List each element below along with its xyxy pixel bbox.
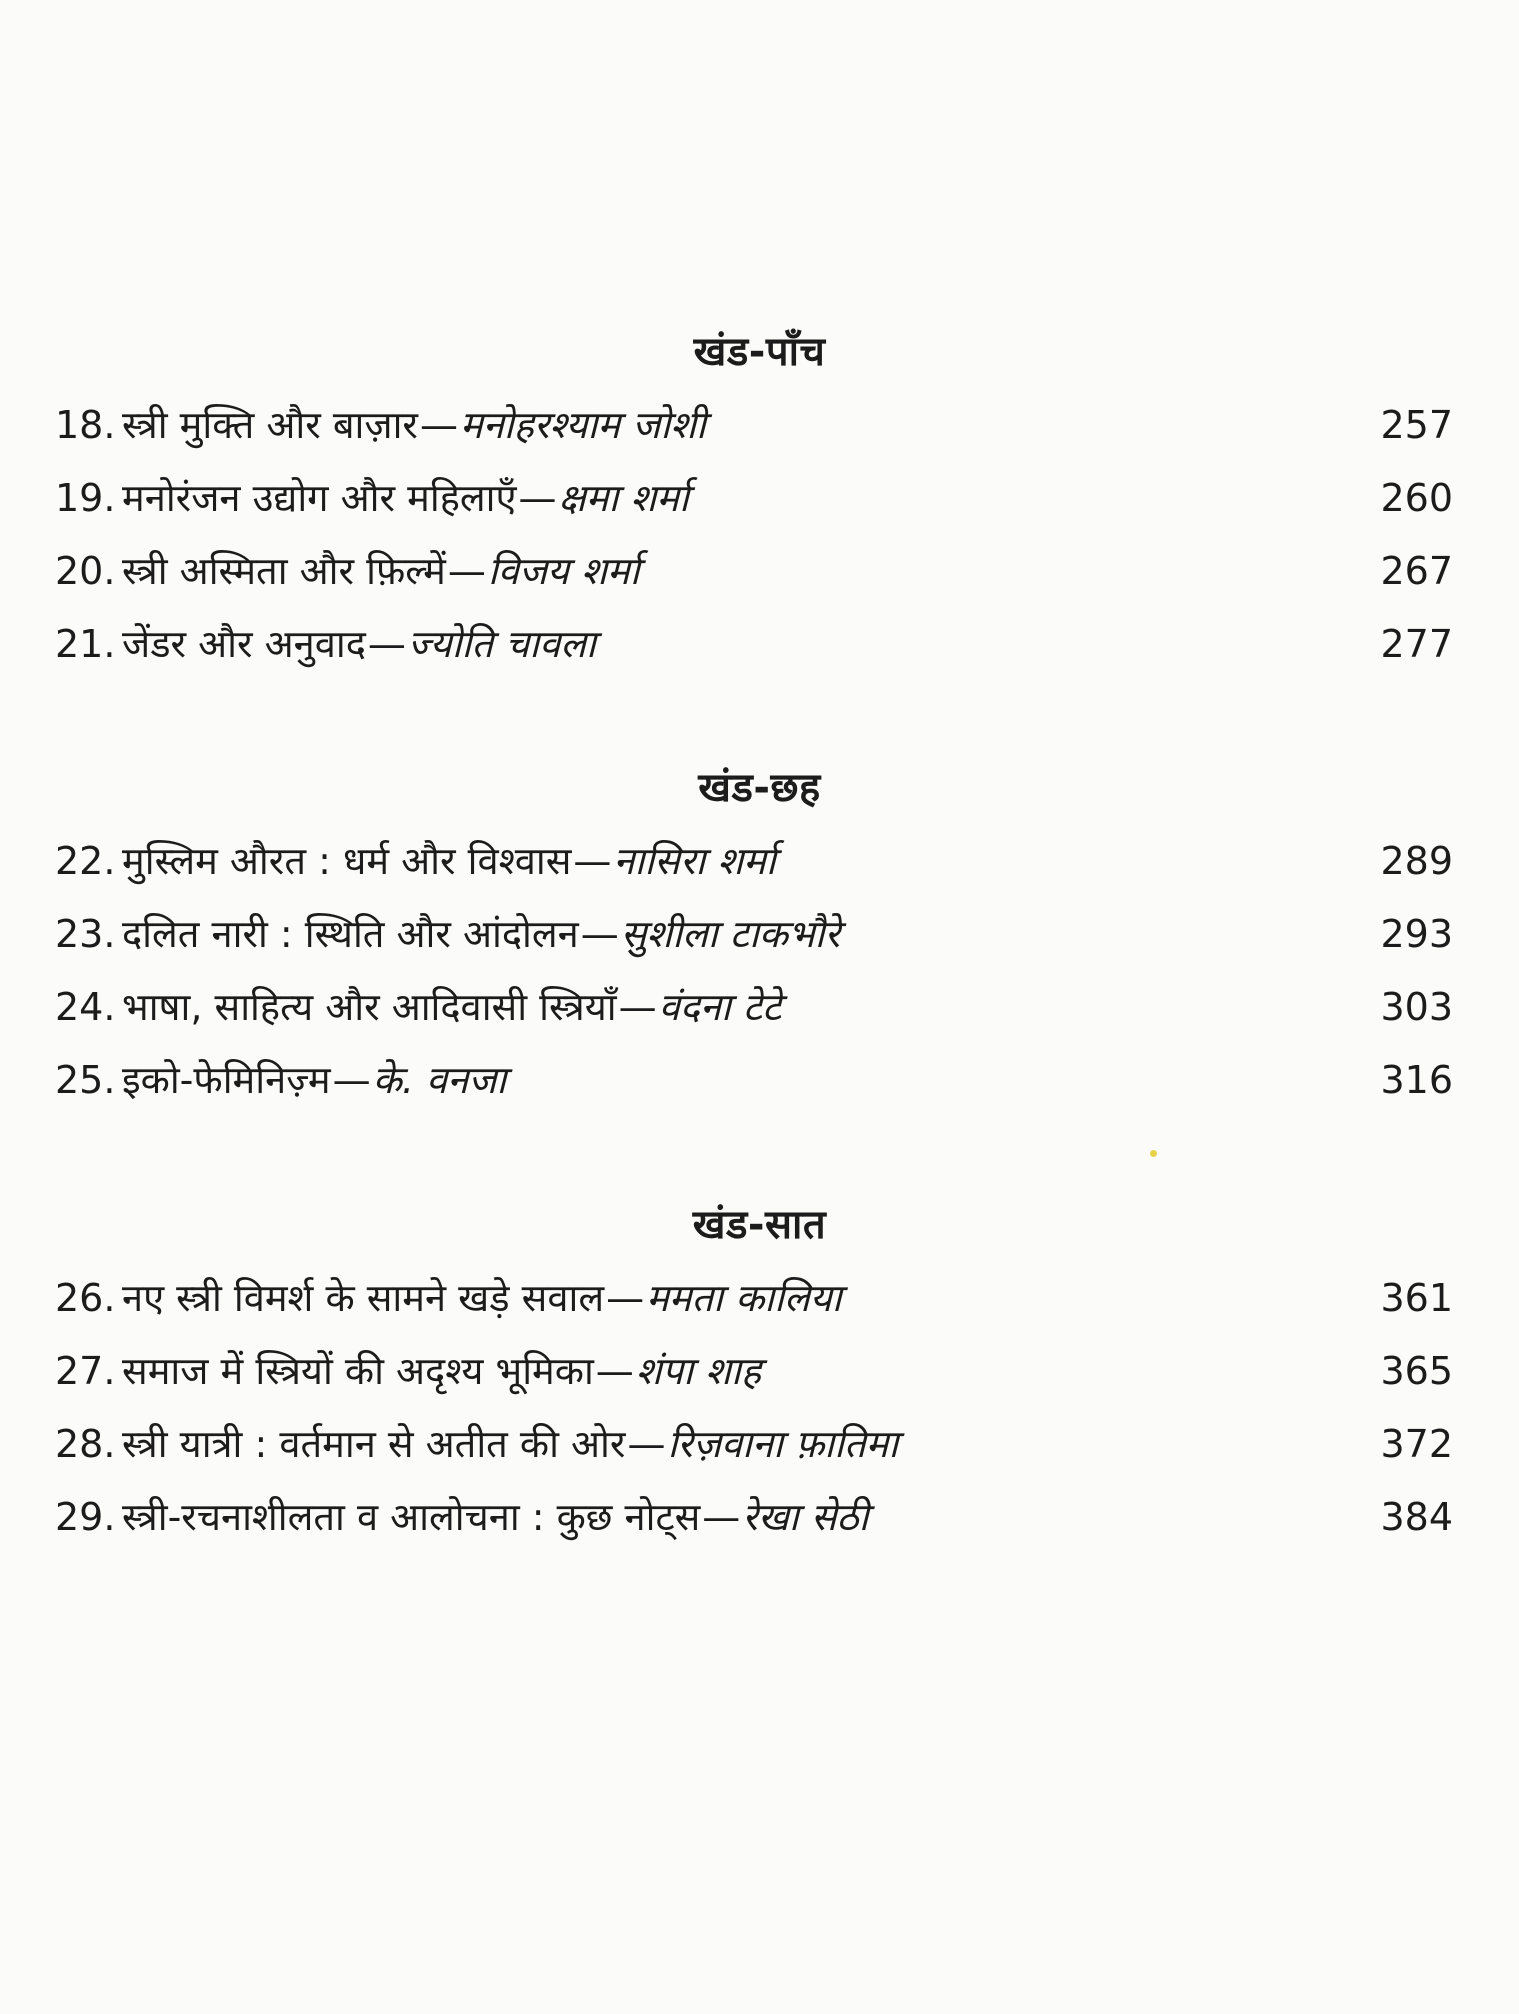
entry-author: वंदना टेटे [658, 985, 782, 1029]
entry-page: 365 [1380, 1349, 1453, 1393]
entry-dash: — [580, 912, 619, 956]
entry-number: 26. [55, 1276, 116, 1320]
entry-text [122, 1481, 868, 1554]
entry-dash: — [618, 985, 657, 1029]
entry-dash: — [573, 839, 612, 883]
entry-title: इको-फेमिनिज़्म [122, 1058, 331, 1102]
entry-text [122, 1408, 898, 1481]
entry-author: मनोहरश्याम जोशी [459, 403, 706, 447]
entry-author: ज्योति चावला [407, 622, 596, 666]
entry-page: 303 [1380, 985, 1453, 1029]
entry-page: 277 [1380, 622, 1453, 666]
entry-page: 293 [1380, 912, 1453, 956]
entry-title: मुस्लिम औरत : धर्म और विश्वास [122, 839, 572, 883]
entry-dash: — [518, 476, 557, 520]
entry-author: विजय शर्मा [487, 549, 640, 593]
entry-number: 24. [55, 985, 116, 1029]
entry-text [122, 1262, 842, 1335]
toc-entry [0, 1044, 1519, 1117]
entry-dash: — [367, 622, 406, 666]
section-five [0, 327, 1519, 681]
toc-entry [0, 825, 1519, 898]
section-heading: खंड-छह [698, 765, 821, 811]
toc-entry [0, 608, 1519, 681]
entry-title: मनोरंजन उद्योग और महिलाएँ [122, 476, 517, 520]
entry-author: के. वनजा [372, 1058, 507, 1102]
entry-page: 267 [1380, 549, 1453, 593]
entry-author: रेखा सेठी [742, 1495, 869, 1539]
entry-page: 260 [1380, 476, 1453, 520]
entry-number: 18. [55, 403, 116, 447]
entry-number: 23. [55, 912, 116, 956]
entry-text [122, 825, 776, 898]
entry-text [122, 898, 840, 971]
entry-number: 25. [55, 1058, 116, 1102]
entry-text [122, 971, 781, 1044]
entry-title: नए स्त्री विमर्श के सामने खड़े सवाल [122, 1276, 605, 1320]
entry-author: सुशीला टाकभौरे [620, 912, 841, 956]
entry-author: नासिरा शर्मा [613, 839, 776, 883]
toc-entry [0, 971, 1519, 1044]
entry-title: जेंडर और अनुवाद [122, 622, 366, 666]
entry-page: 289 [1380, 839, 1453, 883]
entry-page: 361 [1380, 1276, 1453, 1320]
entry-text [122, 535, 640, 608]
entry-page: 384 [1380, 1495, 1453, 1539]
entry-text [122, 608, 596, 681]
entry-number: 19. [55, 476, 116, 520]
section-six [0, 763, 1519, 1117]
entry-title: भाषा, साहित्य और आदिवासी स्त्रियाँ [122, 985, 617, 1029]
section-seven [0, 1200, 1519, 1554]
entry-text [122, 1044, 506, 1117]
entry-dash: — [447, 549, 486, 593]
entry-number: 21. [55, 622, 116, 666]
entry-title: स्त्री-रचनाशीलता व आलोचना : कुछ नोट्स [122, 1495, 701, 1539]
entry-text [122, 1335, 761, 1408]
section-heading: खंड-सात [692, 1202, 827, 1248]
entry-number: 28. [55, 1422, 116, 1466]
entry-title: स्त्री मुक्ति और बाज़ार [122, 403, 418, 447]
entry-text [122, 462, 689, 535]
entry-page: 257 [1380, 403, 1453, 447]
entry-dash: — [702, 1495, 741, 1539]
entry-title: समाज में स्त्रियों की अदृश्य भूमिका [122, 1349, 594, 1393]
entry-page: 372 [1380, 1422, 1453, 1466]
entry-author: ममता कालिया [646, 1276, 842, 1320]
toc-entry [0, 898, 1519, 971]
entry-author: क्षमा शर्मा [558, 476, 689, 520]
entry-dash: — [332, 1058, 371, 1102]
toc-entry [0, 1335, 1519, 1408]
toc-entry [0, 1408, 1519, 1481]
ink-speck [1150, 1150, 1157, 1157]
entry-dash: — [606, 1276, 645, 1320]
toc-entry [0, 1262, 1519, 1335]
entry-author: शंपा शाह [635, 1349, 762, 1393]
toc-entry [0, 1481, 1519, 1554]
entry-dash: — [419, 403, 458, 447]
entry-dash: — [627, 1422, 666, 1466]
toc-entry [0, 535, 1519, 608]
entry-number: 27. [55, 1349, 116, 1393]
entry-page: 316 [1380, 1058, 1453, 1102]
entry-dash: — [595, 1349, 634, 1393]
toc-entry [0, 462, 1519, 535]
entry-number: 22. [55, 839, 116, 883]
entry-title: स्त्री यात्री : वर्तमान से अतीत की ओर [122, 1422, 626, 1466]
toc-entry [0, 389, 1519, 462]
section-heading: खंड-पाँच [693, 329, 826, 375]
entry-number: 20. [55, 549, 116, 593]
entry-text [122, 389, 706, 462]
entry-author: रिज़वाना फ़ातिमा [667, 1422, 899, 1466]
entry-title: दलित नारी : स्थिति और आंदोलन [122, 912, 579, 956]
entry-title: स्त्री अस्मिता और फ़िल्में [122, 549, 446, 593]
entry-number: 29. [55, 1495, 116, 1539]
